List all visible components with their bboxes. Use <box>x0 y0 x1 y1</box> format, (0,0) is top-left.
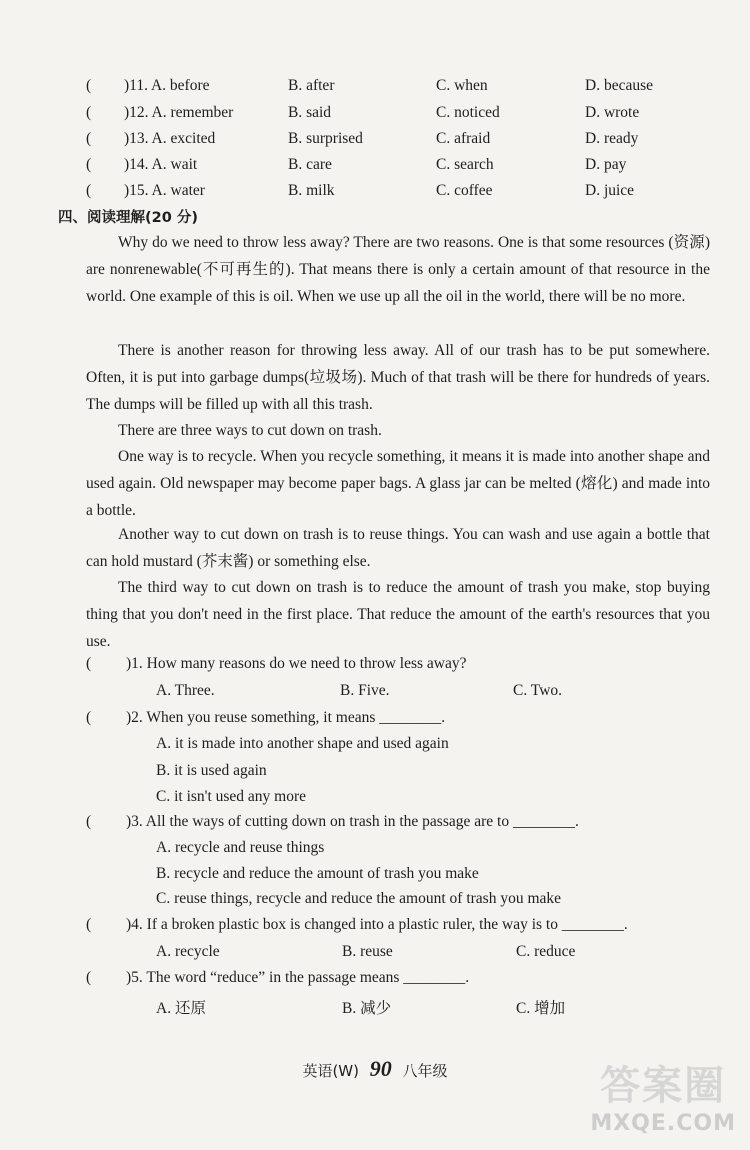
option-d: D. ready <box>585 130 639 147</box>
option-b: B. said <box>288 104 332 121</box>
answer-paren: ( <box>86 156 92 173</box>
q2-option-a: A. it is made into another shape and used again <box>156 735 449 752</box>
option-a: )12. A. remember <box>124 104 234 121</box>
watermark-url: MXQE.COM <box>590 1111 736 1136</box>
option-a: )14. A. wait <box>124 156 198 173</box>
answer-paren: ( <box>86 916 92 933</box>
option-b: B. care <box>288 156 332 173</box>
page-number: 90 <box>369 1056 392 1081</box>
option-d: D. juice <box>585 182 635 199</box>
question-text: )5. The word “reduce” in the passage means ________. <box>126 969 470 986</box>
option-b: B. after <box>288 77 335 94</box>
q4-option-c: C. reduce <box>516 943 576 960</box>
option-c: C. when <box>436 77 488 94</box>
answer-paren: ( <box>86 969 92 986</box>
option-d: D. wrote <box>585 104 640 121</box>
watermark-title: 答案圈 <box>600 1063 727 1109</box>
answer-paren: ( <box>86 104 92 121</box>
passage-paragraph-5: Another way to cut down on trash is to reuse things. You can wash and use again a bottle that can hold mustard (芥末酱) or something else. <box>86 526 710 570</box>
q5-option-b: B. 减少 <box>342 1000 392 1017</box>
question-text: )4. If a broken plastic box is changed into a plastic ruler, the way is to ________. <box>126 916 628 933</box>
passage-paragraph-1: Why do we need to throw less away? There are two reasons. One is that some resources (资源) are nonrenewable(不可再生的). That means there is only a certain amount of that resource in the world. One example of this is oil. When we use up all the oil in the world, there will be no more. <box>86 234 710 305</box>
q2-option-b: B. it is used again <box>156 762 267 779</box>
q3-option-c: C. reuse things, recycle and reduce the amount of trash you make <box>156 890 562 907</box>
option-a: )11. A. before <box>124 77 210 94</box>
passage-paragraph-4: One way is to recycle. When you recycle something, it means it is made into another shape and used again. Old newspaper may become paper bags. A glass jar can be melted (熔化) and made into a bottle. <box>86 448 710 519</box>
q5-option-c: C. 增加 <box>516 1000 566 1017</box>
answer-paren: ( <box>86 813 92 830</box>
option-a: )15. A. water <box>124 182 205 199</box>
option-c: C. coffee <box>436 182 493 199</box>
question-text: )2. When you reuse something, it means ________. <box>126 709 446 726</box>
option-c: C. noticed <box>436 104 500 121</box>
option-d: D. pay <box>585 156 627 173</box>
q2-option-c: C. it isn't used any more <box>156 788 307 805</box>
q4-option-a: A. recycle <box>156 943 220 960</box>
question-text: )3. All the ways of cutting down on trash in the passage are to ________. <box>126 813 579 830</box>
option-c: C. search <box>436 156 494 173</box>
option-b: B. surprised <box>288 130 363 147</box>
section-title: 四、阅读理解(20 分) <box>58 210 198 226</box>
option-b: B. milk <box>288 182 335 199</box>
q3-option-b: B. recycle and reduce the amount of trash you make <box>156 865 479 882</box>
passage-paragraph-3: There are three ways to cut down on trash. <box>118 422 382 439</box>
answer-paren: ( <box>86 182 92 199</box>
answer-paren: ( <box>86 655 92 672</box>
passage-paragraph-6: The third way to cut down on trash is to reduce the amount of trash you make, stop buying thing that you don't need in the first place. That reduce the amount of the earth's resources that you use. <box>86 579 710 650</box>
q5-option-a: A. 还原 <box>156 1000 206 1017</box>
option-a: )13. A. excited <box>124 130 216 147</box>
q3-option-a: A. recycle and reuse things <box>156 839 325 856</box>
footer-subject: 英语(W) <box>302 1062 359 1080</box>
answer-paren: ( <box>86 709 92 726</box>
q1-option-c: C. Two. <box>513 682 563 699</box>
question-text: )1. How many reasons do we need to throw less away? <box>126 655 467 672</box>
q4-option-b: B. reuse <box>342 943 393 960</box>
footer-grade: 八年级 <box>402 1062 448 1080</box>
answer-paren: ( <box>86 77 92 94</box>
option-d: D. because <box>585 77 653 94</box>
q1-option-b: B. Five. <box>340 682 390 699</box>
option-c: C. afraid <box>436 130 491 147</box>
answer-paren: ( <box>86 130 92 147</box>
watermark-logo <box>590 1054 736 1136</box>
q1-option-a: A. Three. <box>156 682 215 699</box>
passage-paragraph-2: There is another reason for throwing less away. All of our trash has to be put somewhere. Often, it is put into garbage dumps(垃圾场). Much of that trash will be there for hundreds of years. The dumps will be filled up with all this trash. <box>86 342 710 413</box>
